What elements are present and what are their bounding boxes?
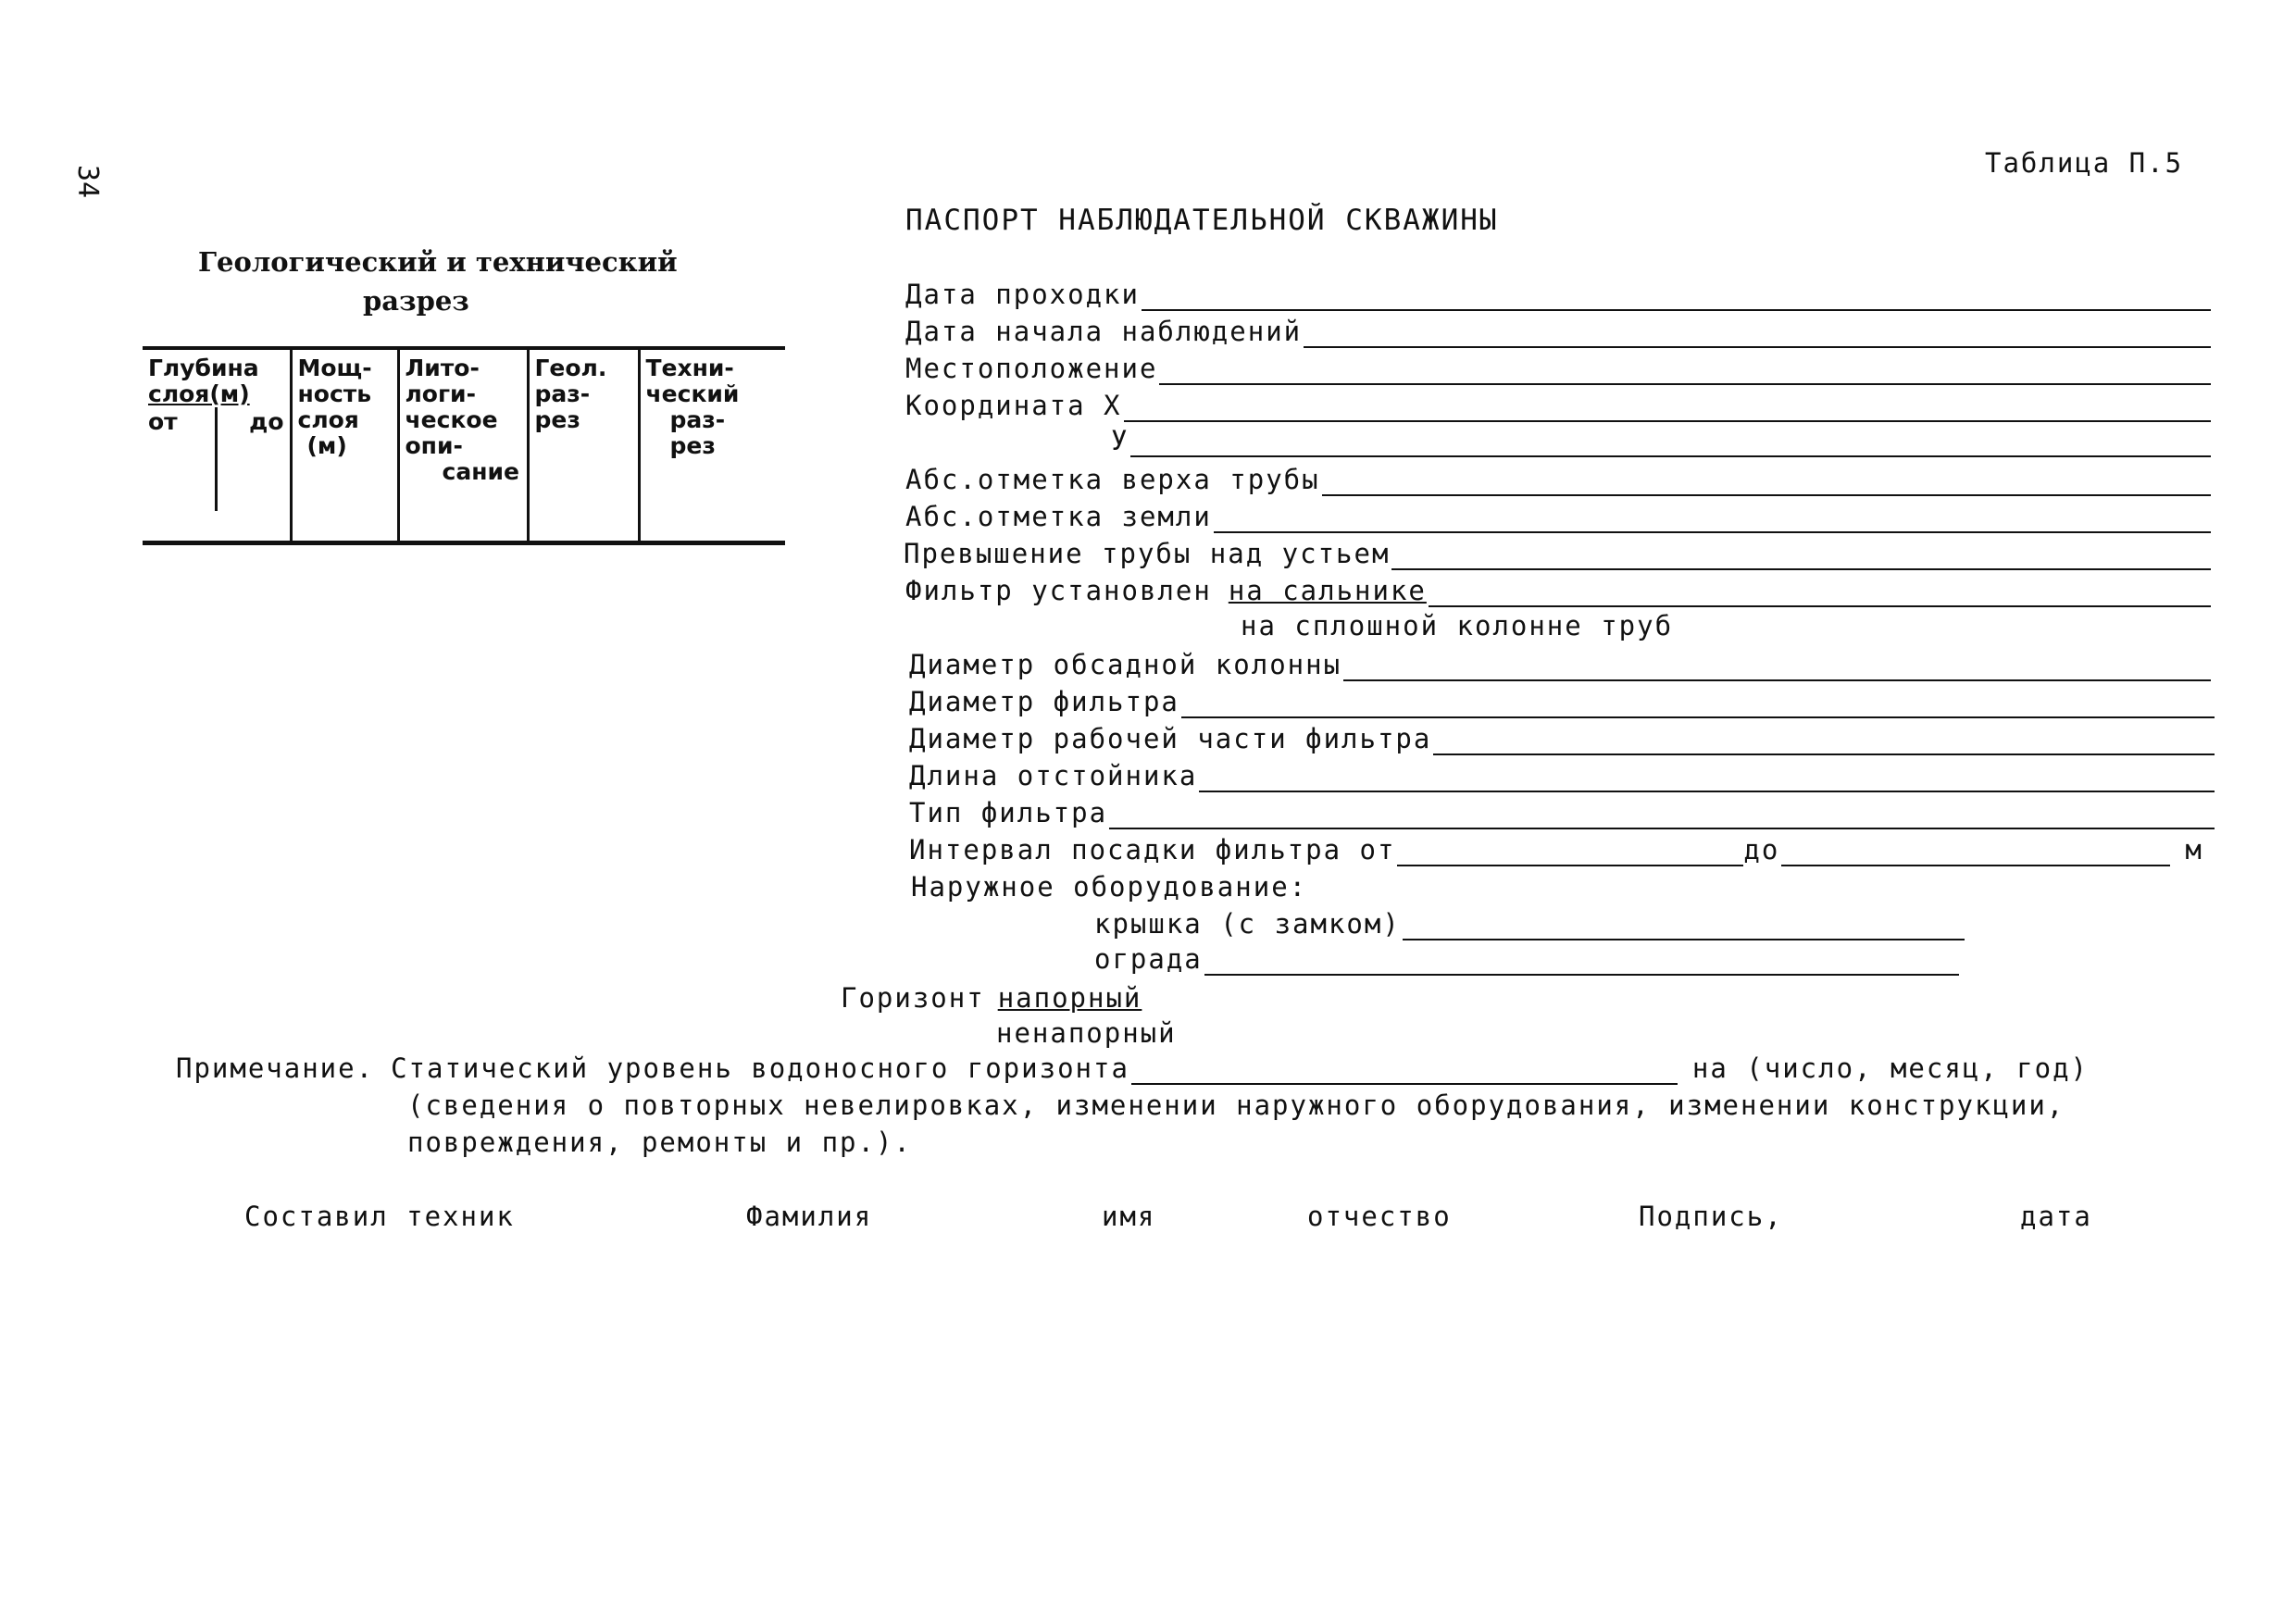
col-tech-line2: ческий — [645, 380, 740, 407]
col-tech-line4: рез — [669, 432, 716, 459]
field-filter-type-input[interactable] — [1109, 802, 2215, 829]
field-filter-type — [909, 796, 2215, 829]
note-line1-text: Статический уровень водоносного горизонта — [391, 1052, 1129, 1084]
col-thickness — [291, 348, 398, 543]
field-fence — [1094, 942, 1959, 976]
field-date-drilling-input[interactable] — [1142, 283, 2211, 311]
field-abs-ground-input[interactable] — [1214, 505, 2211, 533]
note-line1-end: на (число, месяц, год) — [1691, 1052, 2090, 1084]
col-geo-line3: рез — [534, 406, 580, 433]
field-cover — [1094, 907, 1965, 940]
field-location — [905, 352, 2211, 385]
field-date-drilling-label: Дата проходки — [905, 279, 1140, 310]
field-filter-interval-to-input[interactable] — [1781, 839, 2170, 866]
filter-option-solid-column[interactable]: на сплошной колонне труб — [1241, 610, 1674, 641]
patronymic-label: отчество — [1307, 1201, 1452, 1232]
field-casing-diameter-input[interactable] — [1343, 654, 2211, 681]
col-depth-from: от — [148, 408, 178, 435]
col-lithology-line5: сание — [442, 458, 519, 485]
field-filter-type-label: Тип фильтра — [909, 797, 1108, 828]
col-tech-section — [639, 348, 785, 543]
field-filter-interval-label: Интервал посадки фильтра от — [909, 834, 1396, 866]
field-filter-diameter-label: Диаметр фильтра — [909, 686, 1179, 717]
field-coord-y-label: У — [1111, 425, 1129, 456]
page-number: 34 — [71, 165, 104, 199]
date-label: дата — [2020, 1201, 2092, 1232]
field-coord-x-label: Координата X — [905, 390, 1122, 421]
col-thickness-line1: Мощ- — [297, 355, 372, 381]
col-thickness-line2: ность — [297, 380, 372, 407]
outer-equipment-label: Наружное оборудование: — [911, 871, 1308, 903]
field-date-observation-input[interactable] — [1304, 320, 2211, 348]
field-coord-y-input[interactable] — [1130, 430, 2211, 457]
field-filter-diameter-input[interactable] — [1181, 691, 2215, 718]
field-casing-diameter-label: Диаметр обсадной колонны — [909, 649, 1342, 680]
field-filter-installed-input[interactable] — [1429, 579, 2211, 607]
col-lithology — [398, 348, 528, 543]
field-fence-label: ограда — [1094, 943, 1203, 975]
note-line1 — [176, 1052, 2089, 1085]
field-filter-installed-label: Фильтр установлен — [905, 575, 1212, 606]
field-location-label: Местоположение — [905, 353, 1158, 384]
col-lithology-line3: ческое — [405, 406, 498, 433]
field-pipe-excess-label: Превышение трубы над устьем — [904, 538, 1391, 569]
field-filter-interval-to-label: до — [1743, 834, 1780, 866]
signature-label: Подпись, — [1639, 1201, 1783, 1232]
filter-option-gland[interactable]: на сальнике — [1228, 575, 1427, 606]
table-number: Таблица П.5 — [1985, 147, 2184, 179]
geo-section-table — [143, 346, 785, 545]
note-line2: (сведения о повторных невелировках, изменении наружного оборудования, изменении конструкции, — [407, 1090, 2065, 1121]
col-lithology-line4: опи- — [405, 432, 463, 459]
field-coord-y — [1111, 424, 2211, 457]
col-lithology-line1: Лито- — [405, 355, 480, 381]
note-static-level-input[interactable] — [1131, 1057, 1678, 1085]
field-coord-x — [905, 389, 2211, 422]
field-date-observation-label: Дата начала наблюдений — [905, 316, 1303, 347]
field-filter-interval-unit: м — [2185, 834, 2202, 866]
field-date-observation — [905, 315, 2211, 348]
note-line3: повреждения, ремонты и пр.). — [407, 1127, 912, 1158]
field-coord-x-input[interactable] — [1124, 394, 2211, 422]
field-filter-installed — [905, 574, 2211, 607]
col-thickness-line3: слоя — [297, 406, 359, 433]
section-title-line2: разрез — [363, 285, 469, 317]
field-sump-length — [909, 759, 2215, 792]
composed-by-label: Составил техник — [244, 1201, 515, 1232]
col-geo-section — [528, 348, 639, 543]
col-depth-line2: слоя(м) — [148, 380, 250, 407]
col-depth — [143, 348, 291, 543]
field-filter-work-diameter-input[interactable] — [1433, 728, 2215, 755]
section-title-line1: Геологический и технический — [198, 246, 678, 278]
horizon-option-nonpressure[interactable]: ненапорный — [996, 1017, 1177, 1049]
col-tech-line3: раз- — [669, 406, 726, 433]
field-filter-diameter — [909, 685, 2215, 718]
field-abs-ground — [905, 500, 2211, 533]
surname-label: Фамилия — [746, 1201, 873, 1232]
field-location-input[interactable] — [1159, 357, 2211, 385]
field-filter-interval — [909, 833, 2215, 866]
field-abs-ground-label: Абс.отметка земли — [905, 501, 1212, 532]
field-sump-length-label: Длина отстойника — [909, 760, 1198, 791]
col-thickness-line4: (м) — [306, 432, 347, 459]
field-pipe-excess-input[interactable] — [1391, 542, 2211, 570]
field-date-drilling — [905, 278, 2211, 311]
field-horizon-label: Горизонт — [841, 982, 985, 1014]
col-depth-to: до — [215, 407, 290, 511]
horizon-option-pressure[interactable]: напорный — [997, 982, 1142, 1014]
col-lithology-line2: логи- — [405, 380, 476, 407]
field-cover-input[interactable] — [1403, 913, 1965, 940]
field-abs-top-pipe — [905, 463, 2211, 496]
col-geo-line2: раз- — [534, 380, 591, 407]
field-filter-interval-from-input[interactable] — [1397, 839, 1743, 866]
col-depth-line1: Глубина — [148, 355, 259, 381]
field-pipe-excess — [904, 537, 2211, 570]
col-geo-line1: Геол. — [534, 355, 607, 381]
document-title: ПАСПОРТ НАБЛЮДАТЕЛЬНОЙ СКВАЖИНЫ — [905, 204, 1499, 237]
name-label: имя — [1102, 1201, 1156, 1232]
field-cover-label: крышка (с замком) — [1094, 908, 1401, 940]
field-sump-length-input[interactable] — [1199, 765, 2215, 792]
field-abs-top-pipe-label: Абс.отметка верха трубы — [905, 464, 1320, 495]
field-casing-diameter — [909, 648, 2211, 681]
col-tech-line1: Техни- — [645, 355, 734, 381]
field-fence-input[interactable] — [1204, 948, 1959, 976]
field-abs-top-pipe-input[interactable] — [1322, 468, 2211, 496]
field-horizon — [841, 981, 1142, 1015]
field-filter-work-diameter — [909, 722, 2215, 755]
note-label: Примечание. — [176, 1052, 375, 1084]
field-filter-work-diameter-label: Диаметр рабочей части фильтра — [909, 723, 1432, 754]
